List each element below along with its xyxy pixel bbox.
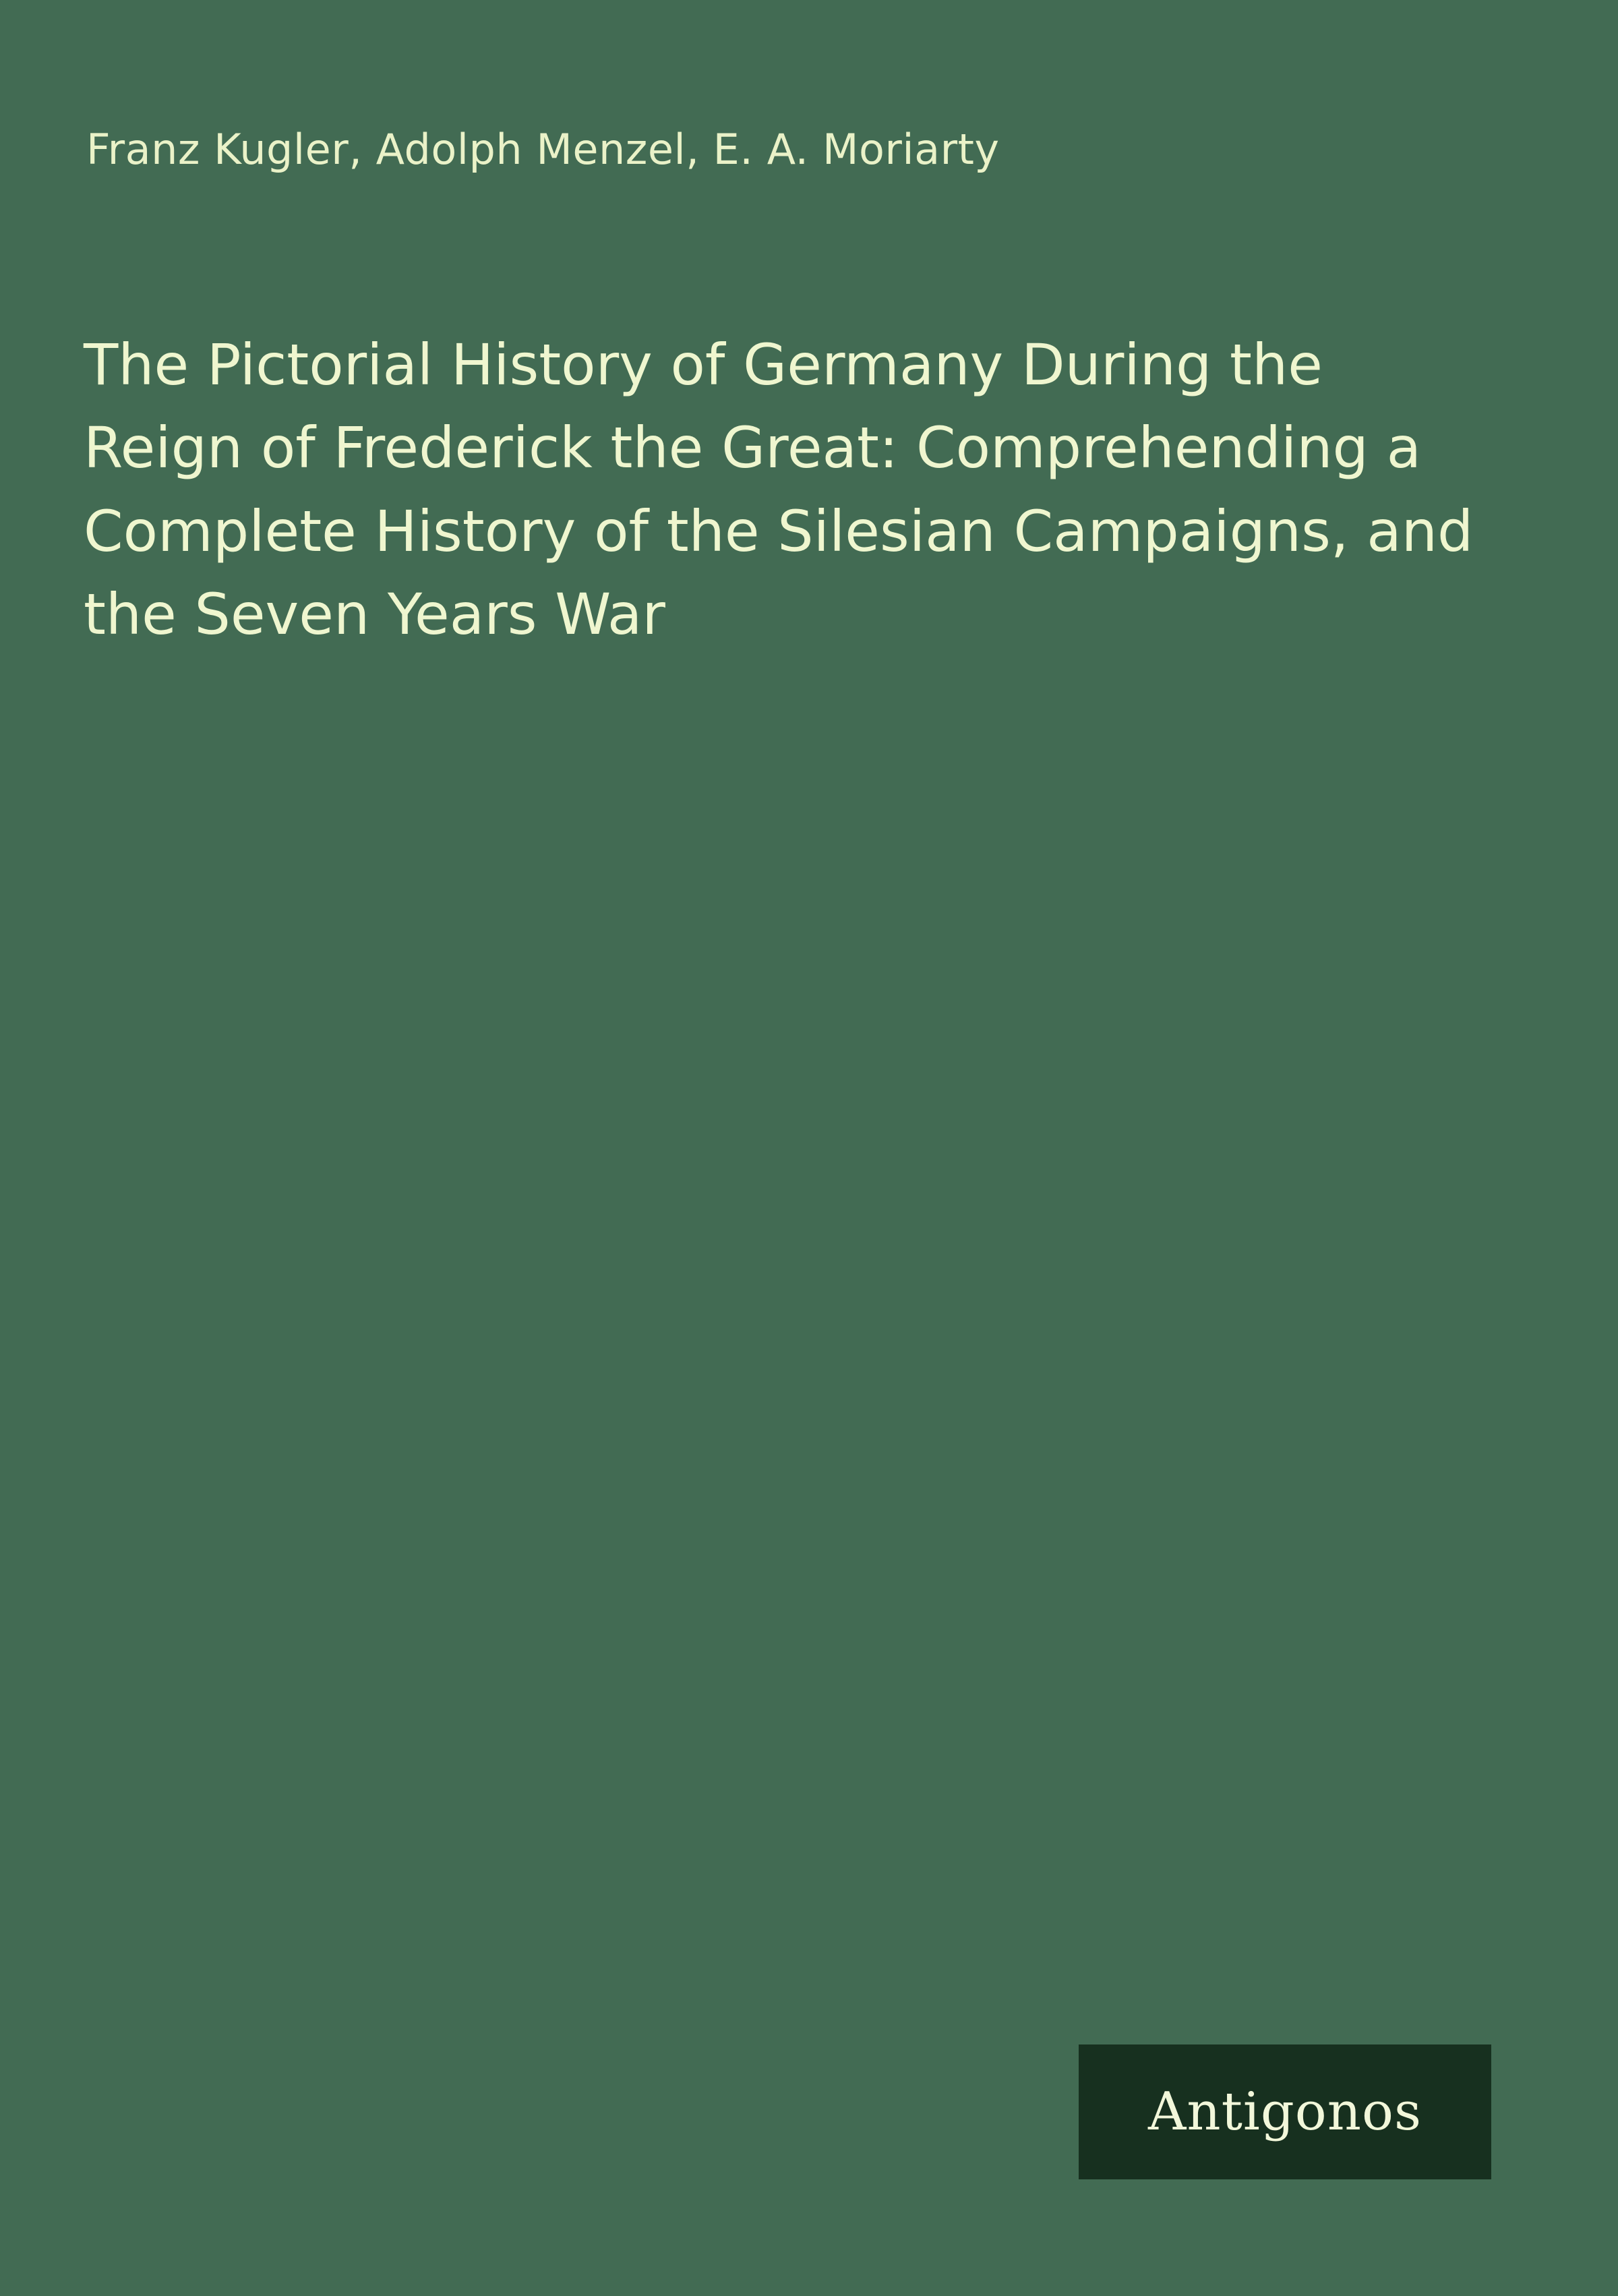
author-names: Franz Kugler, Adolph Menzel, E. A. Moriarty xyxy=(86,125,1000,174)
publisher-name: Antigonos xyxy=(1148,2082,1422,2142)
publisher-badge xyxy=(1079,2044,1491,2179)
page-title: The Pictorial History of Germany During the Reign of Frederick the Great: Comprehending a Complete History of the Silesian Campaigns, and the Seven Years War xyxy=(84,332,1474,648)
